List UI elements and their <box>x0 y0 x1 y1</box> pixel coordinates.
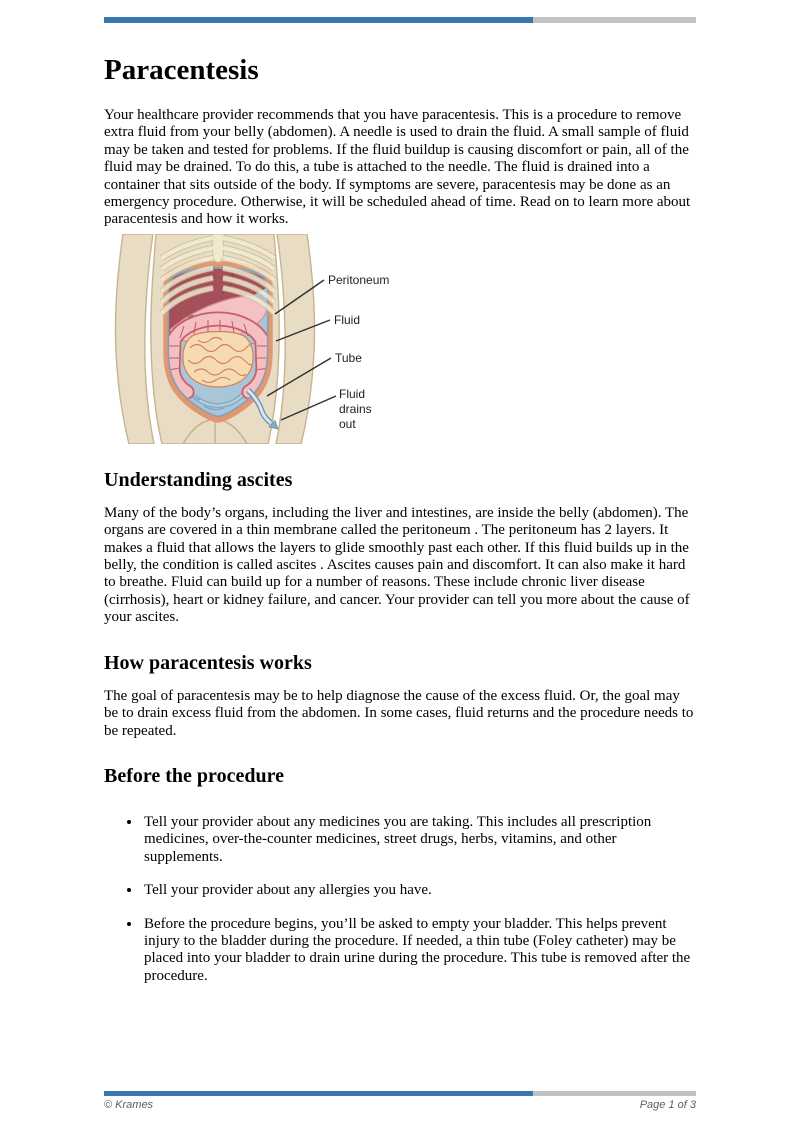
footer-page-indicator: Page 1 of 3 <box>639 1099 696 1111</box>
abdomen-illustration <box>110 234 420 444</box>
left-arm <box>115 234 154 444</box>
footer-rule <box>104 1091 696 1096</box>
label-fluid-drains-out-line3: out <box>339 416 356 431</box>
page-title: Paracentesis <box>104 54 259 86</box>
list-item-medicines: • Tell your provider about any medicines you are taking. This includes all prescription medicines, over-the-counter medicines, street drugs, herbs, vitamins, and other supplements. <box>142 814 696 866</box>
list-item-bladder: • Before the procedure begins, you’ll be asked to empty your bladder. This helps prevent injury to the bladder during the procedure. If needed, a thin tube (Foley catheter) may be placed into your bladder to drain urine during the procedure. This tube is removed after the procedure. <box>142 916 696 986</box>
label-fluid-drains-out-line2: drains <box>339 401 372 416</box>
footer-rule-blue-segment <box>104 1091 533 1096</box>
list-item-allergies: • Tell your provider about any allergies you have. <box>142 882 696 899</box>
header-rule-gray-segment <box>533 17 696 23</box>
sternum <box>212 234 224 263</box>
label-fluid-drains-out-line1: Fluid <box>339 386 366 401</box>
label-fluid: Fluid <box>334 312 361 327</box>
header-rule-blue-segment <box>104 17 533 23</box>
section-heading-before-the-procedure: Before the procedure <box>104 764 284 787</box>
footer <box>104 1091 696 1111</box>
footer-copyright: © Krames <box>104 1099 154 1111</box>
understanding-ascites-paragraph: Many of the body’s organs, including the liver and intestines, are inside the belly (abdomen). The organs are covered in a thin membrane called the peritoneum . The peritoneum has 2 layers. It makes a fluid that allows the layers to glide smoothly past each other. If this fluid builds up in the belly, the condition is called ascites . Ascites causes pain and discomfort. It can also make it hard to breathe. Fluid can build up for a number of reasons. These include chronic liver disease (cirrhosis), heart or kidney failure, and cancer. Your provider can tell you more about the cause of your ascites. <box>104 504 690 626</box>
footer-rule-gray-segment <box>533 1091 696 1096</box>
how-paracentesis-works-paragraph: The goal of paracentesis may be to help diagnose the cause of the excess fluid. Or, the goal may be to drain excess fluid from the abdomen. In some cases, fluid returns and the procedure needs to be repeated. <box>104 687 694 739</box>
before-procedure-list <box>104 814 696 985</box>
section-heading-understanding-ascites: Understanding ascites <box>104 468 293 491</box>
header-rule <box>104 17 696 23</box>
small-intestine <box>183 331 254 387</box>
label-tube: Tube <box>335 350 362 365</box>
label-peritoneum: Peritoneum <box>328 272 390 287</box>
intro-paragraph: Your healthcare provider recommends that you have paracentesis. This is a procedure to remove extra fluid from your belly (abdomen). A needle is used to drain the fluid. A small sample of fluid may be taken and tested for problems. If the fluid buildup is causing discomfort or pain, all of the fluid may be drained. To do this, a tube is attached to the needle. The fluid is drained into a container that sits outside of the body. If symptoms are severe, paracentesis may be done as an emergency procedure. Otherwise, it will be scheduled ahead of time. Read on to learn more about paracentesis and how it works. <box>104 107 691 228</box>
section-heading-how-paracentesis-works: How paracentesis works <box>104 651 312 674</box>
